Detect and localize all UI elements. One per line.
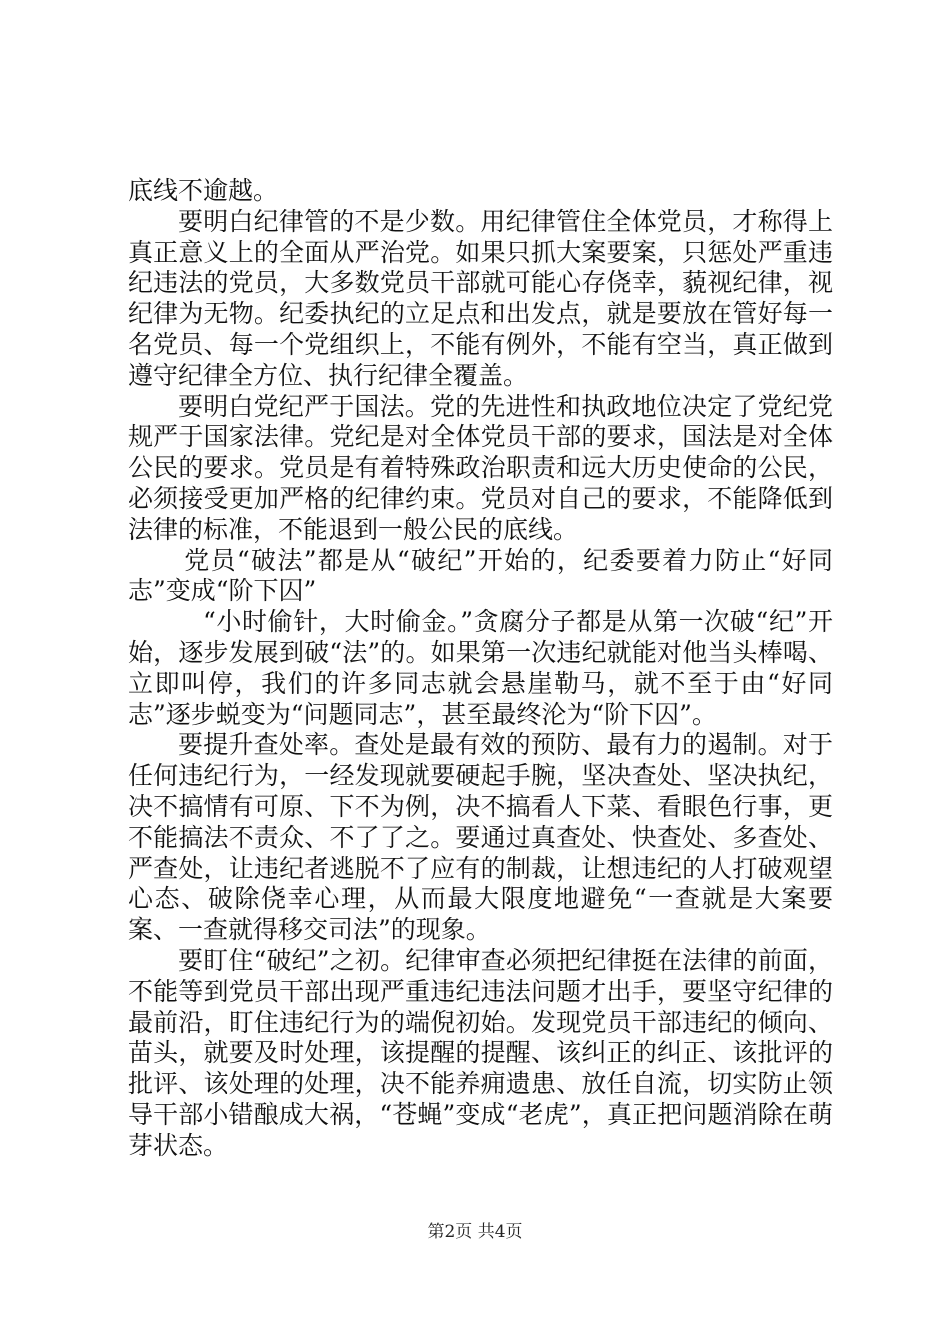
document-body bbox=[128, 176, 833, 1162]
paragraph: 要明白党纪严于国法。党的先进性和执政地位决定了党纪党规严于国家法律。党纪是对全体党员干部的要求，国法是对全体公民的要求。党员是有着特殊政治职责和远大历史使命的公民，必须接受更加严格的纪律约束。党员对自己的要求，不能降低到法律的标准，不能退到一般公民的底线。 bbox=[128, 391, 833, 544]
page-number-footer: 第2页 共4页 bbox=[427, 1222, 523, 1242]
paragraph: 要提升查处率。查处是最有效的预防、最有力的遏制。对于任何违纪行为，一经发现就要硬起手腕，坚决查处、坚决执纪，决不搞情有可原、下不为例，决不搞看人下菜、看眼色行事，更不能搞法不责众、不了了之。要通过真查处、快查处、多查处、严查处，让违纪者逃脱不了应有的制裁，让想违纪的人打破观望心态、破除侥幸心理，从而最大限度地避免“一查就是大案要案、一查就得移交司法”的现象。 bbox=[128, 730, 833, 945]
paragraph: 底线不逾越。 bbox=[128, 176, 279, 205]
section-heading: 党员“破法”都是从“破纪”开始的，纪委要着力防止“好同志”变成“阶下囚” bbox=[128, 545, 833, 606]
paragraph: 要盯住“破纪”之初。纪律审查必须把纪律挺在法律的前面，不能等到党员干部出现严重违纪违法问题才出手，要坚守纪律的最前沿，盯住违纪行为的端倪初始。发现党员干部违纪的倾向、苗头，就要及时处理，该提醒的提醒、该纠正的纠正、该批评的批评、该处理的处理，决不能养痈遗患、放任自流，切实防止领导干部小错酿成大祸，“苍蝇”变成“老虎”，真正把问题消除在萌芽状态。 bbox=[128, 945, 833, 1160]
paragraph: “小时偷针，大时偷金。”贪腐分子都是从第一次破“纪”开始，逐步发展到破“法”的。如果第一次违纪就能对他当头棒喝、立即叫停，我们的许多同志就会悬崖勒马，就不至于由“好同志”逐步蜕变为“问题同志”，甚至最终沦为“阶下囚”。 bbox=[128, 607, 833, 729]
paragraph: 要明白纪律管的不是少数。用纪律管住全体党员，才称得上真正意义上的全面从严治党。如果只抓大案要案，只惩处严重违纪违法的党员，大多数党员干部就可能心存侥幸，藐视纪律，视纪律为无物。纪委执纪的立足点和出发点，就是要放在管好每一名党员、每一个党组织上，不能有例外，不能有空当，真正做到遵守纪律全方位、执行纪律全覆盖。 bbox=[128, 206, 833, 390]
